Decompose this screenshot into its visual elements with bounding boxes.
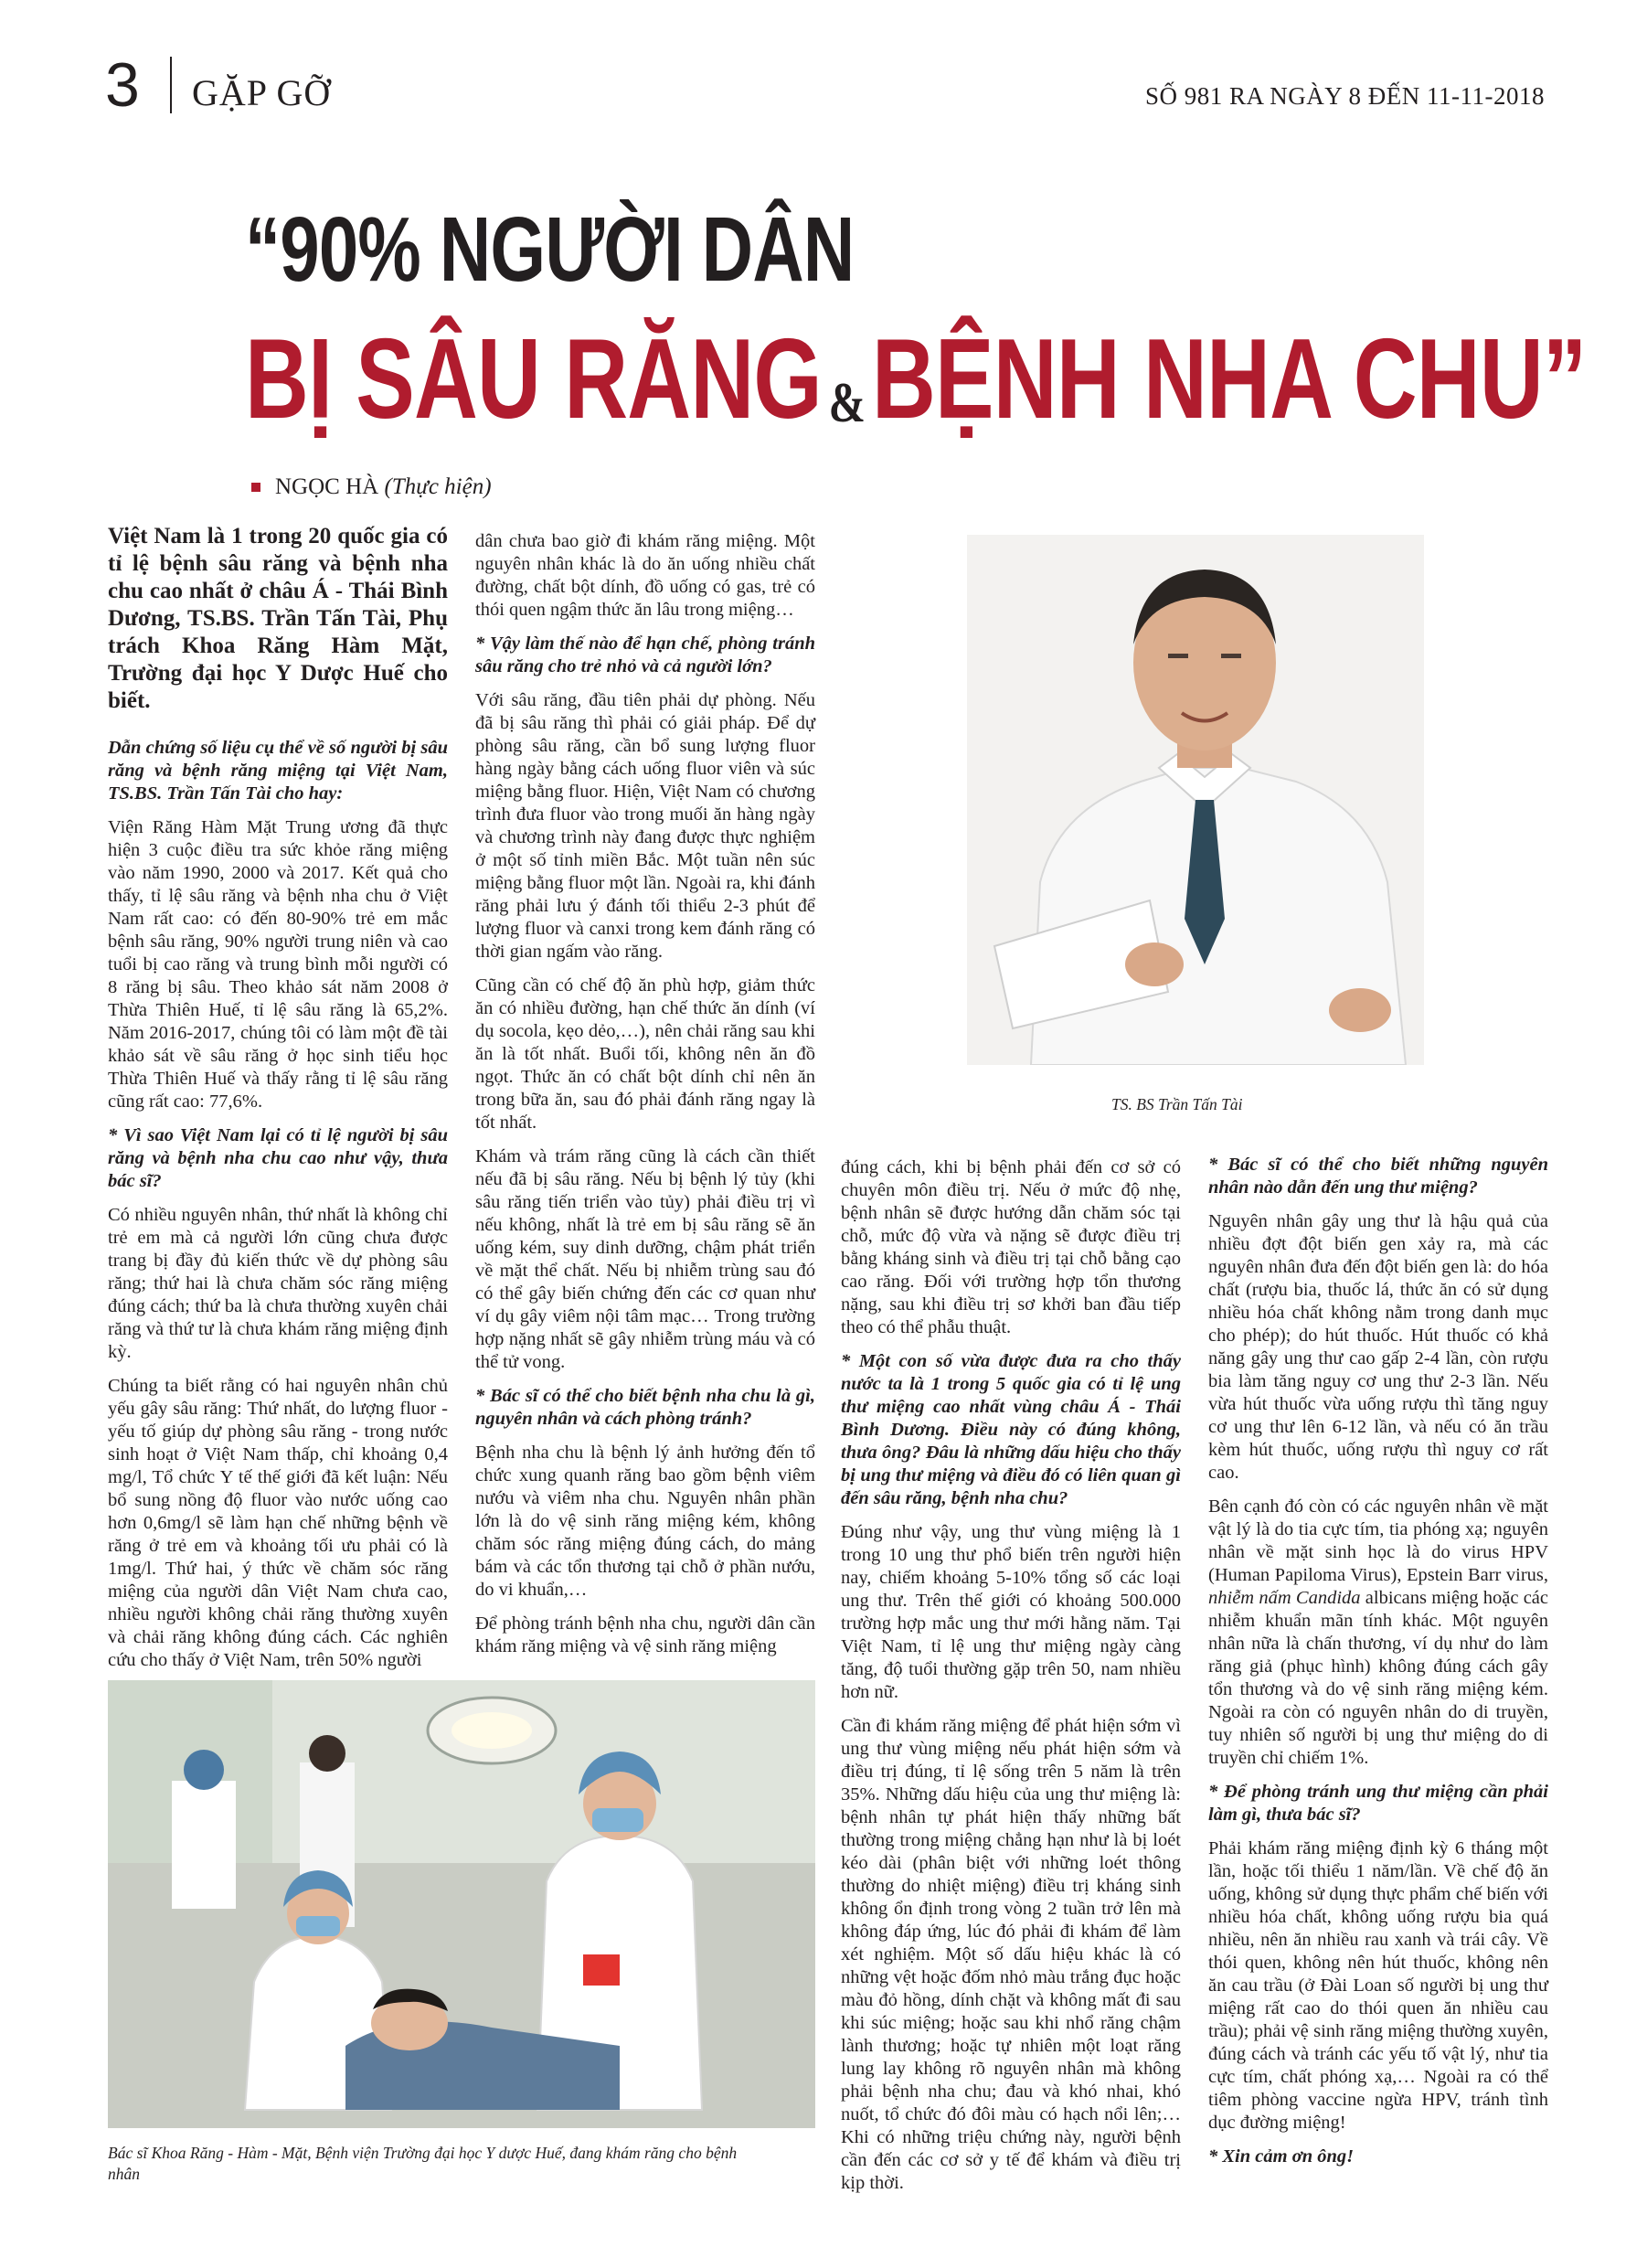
paragraph: Để phòng tránh bệnh nha chu, người dân cần khám răng miệng và vệ sinh răng miệng [475,1613,815,1656]
question: * Một con số vừa được đưa ra cho thấy nước ta là 1 trong 5 quốc gia có tỉ lệ ung thư miệng cao nhất vùng châu Á - Thái Bình Dương. Điều này có đúng không, thưa ông? Đâu là những dấu hiệu cho thấy bị ung thư miệng và điều đó có liên quan gì đến sâu răng, bệnh nha chu? [841,1351,1181,1508]
headline-part-a: BỊ SÂU RĂNG [245,316,822,442]
paragraph: Với sâu răng, đầu tiên phải dự phòng. Nếu đã bị sâu răng thì phải có giải pháp. Để dự phòng sâu răng, cần bổ sung lượng fluor hàng ngày bằng cách uống fluor viên và súc miệng bằng fluor. Hiện, Việt Nam có chương trình đưa fluor vào trong muối ăn hàng ngày và chương trình này đang được thực nghiệm ở một số tỉnh miền Bắc. Một tuần nên súc miệng bằng fluor một lần. Ngoài ra, khi đánh răng phải lưu ý đánh tối thiểu 2-3 phút để lượng fluor và canxi trong kem đánh răng có thời gian ngấm vào răng. [475,690,815,962]
paragraph: Có nhiều nguyên nhân, thứ nhất là không chỉ trẻ em mà cả người lớn cũng chưa được trang bị đầy đủ kiến thức về dự phòng sâu răng; thứ hai là chưa chăm sóc răng miệng đúng cách; thứ ba là chưa thường xuyên chải răng và thứ tư là chưa khám răng miệng định kỳ. [108,1205,448,1362]
page-number: 3 [105,50,140,120]
headline-part-b: BỆNH NHA CHU” [871,316,1587,442]
paragraph: Cần đi khám răng miệng để phát hiện sớm vì ung thư vùng miệng nếu phát hiện sớm và điều trị đúng, tỉ lệ sống trên 5 năm là trên 35%. Những dấu hiệu của ung thư miệng là: bệnh nhân tự phát hiện thấy những bất thường trong miệng chẳng hạn như là bị loét kéo dài (phân biệt với những loét thông thường do nhiệt miệng) điều trị kháng sinh không ổn định trong vòng 2 tuần trở lên mà không đáp ứng, lúc đó phải đi khám để làm xét nghiệm. Một số dấu hiệu khác là có những vệt hoặc đốm nhỏ màu trắng đục hoặc màu đỏ hồng, dính chặt và không mất đi sau khi súc miệng; hoặc sau khi nhổ răng chậm lành thương; hoặc tự nhiên một loạt răng lung lay không rõ nguyên nhân mà không phải bệnh nha chu; đau và khó nhai, khó nuốt, tổ chức đó đôi màu có hạch nổi lên;… Khi có những triệu chứng này, người bệnh cần đến các cơ sở y tế để khám và điều trị kịp thời. [841,1716,1181,2193]
byline-author: NGỌC HÀ [275,474,379,499]
column-4 [1208,1154,1548,2179]
headline-ampersand: & [828,372,866,434]
column-1 [108,523,448,1683]
column-2 [475,530,815,1669]
question: * Vì sao Việt Nam lại có tỉ lệ người bị sâu răng và bệnh nha chu cao như vậy, thưa bác sĩ? [108,1125,448,1191]
headline-line-1: “90% NGƯỜI DÂN [245,198,855,301]
portrait-caption: TS. BS Trần Tấn Tài [1111,1095,1243,1113]
paragraph: Nguyên nhân gây ung thư là hậu quả của nhiều đợt đột biến gen xảy ra, mà các nguyên nhân đưa đến đột biến gen là: do hóa chất (rượu bia, thuốc lá, thức ăn có sử dụng nhiều hóa chất không nằm trong danh mục cho phép); do hút thuốc. Hút thuốc có khả năng gây ung thư cao gấp 2-4 lần, còn rượu bia làm tăng nguy cơ ung thư 2-3 lần. Nếu vừa hút thuốc vừa uống rượu thì tăng nguy cơ ung thư lên 6-12 lần, và nếu có ăn trầu kèm hút thuốc, uống rượu thì nguy cơ rất cao. [1208,1211,1548,1483]
paragraph: Khám và trám răng cũng là cách cần thiết nếu đã bị sâu răng. Nếu bị bệnh lý tủy (khi sâu răng tiến triển vào tủy) phải điều trị vì nếu không, nhất là trẻ em bị sâu răng sẽ ăn uống kém, suy dinh dưỡng, chậm phát triển về mặt thể chất. Nếu bị nhiễm trùng sau đó có thể gây biến chứng đến các cơ quan như ví dụ gây viêm nội tâm mạc… Trong trường hợp nặng nhất sẽ gây nhiễm trùng máu và có thể tử vong. [475,1146,815,1372]
paragraph: Phải khám răng miệng định kỳ 6 tháng một lần, hoặc tối thiểu 1 năm/lần. Về chế độ ăn uống, không sử dụng thực phẩm chế biến với nhiều hóa chất, không uống rượu bia quá nhiều, nên ăn nhiều rau xanh và trái cây. Về thói quen, không nên hút thuốc, không nên ăn cau trầu (ở Đài Loan số người bị ung thư miệng rất cao do thói quen ăn nhiều cau trầu); phải vệ sinh răng miệng thường xuyên, đúng cách và tránh các yếu tố vật lý, như tia cực tím, chất phóng xạ,… Ngoài ra có thể tiêm phòng vaccine ngừa HPV, tránh tình dục đường miệng! [1208,1838,1548,2133]
paragraph: đúng cách, khi bị bệnh phải đến cơ sở có chuyên môn điều trị. Nếu ở mức độ nhẹ, bệnh nhân sẽ được hướng dẫn chăm sóc tại chỗ, mức độ vừa và nặng sẽ được điều trị bằng kháng sinh và điều trị tại chỗ bằng cạo cao răng. Đối với trường hợp tổn thương nặng, sau khi điều trị sơ khởi ban đầu tiếp theo có thể phẫu thuật. [841,1157,1181,1337]
closing-line: * Xin cảm ơn ông! [1208,2146,1355,2167]
text-run: Bên cạnh đó còn có các nguyên nhân về mặt vật lý là do tia cực tím, tia phóng xạ; nguyên nhân về mặt sinh học là do virus HPV (Human Papiloma Virus), Epstein Barr virus, [1208,1496,1548,1585]
byline-role: (Thực hiện) [384,474,492,499]
clinic-photo [108,1680,815,2128]
paragraph: Đúng như vậy, ung thư vùng miệng là 1 trong 10 ung thư phổ biến trên người hiện nay, chiếm khoảng 5-10% tổng số các loại ung thư. Trên thế giới có khoảng 500.000 trường hợp mắc ung thư mới hằng năm. Tại Việt Nam, tỉ lệ ung thư miệng ngày càng tăng, độ tuổi thường gặp trên 50, nam nhiều hơn nữ. [841,1522,1181,1702]
headline-line-2 [245,316,1587,463]
byline-bullet [251,483,260,492]
question: * Để phòng tránh ung thư miệng cần phải làm gì, thưa bác sĩ? [1208,1782,1548,1825]
paragraph: Bệnh nha chu là bệnh lý ảnh hưởng đến tổ chức xung quanh răng bao gồm bệnh viêm nướu và viêm nha chu. Nguyên nhân phần lớn là do vệ sinh răng miệng kém, không chăm sóc răng miệng đúng cách, do mảng bám và các tổn thương tại chỗ ở phần nướu, do vi khuẩn,… [475,1443,815,1600]
question: Dẫn chứng số liệu cụ thể về số người bị sâu răng và bệnh răng miệng tại Việt Nam, TS.BS. Trần Tấn Tài cho hay: [108,738,448,804]
header-divider [170,57,172,113]
question: * Bác sĩ có thể cho biết bệnh nha chu là gì, nguyên nhân và cách phòng tránh? [475,1386,815,1429]
paragraph: dân chưa bao giờ đi khám răng miệng. Một nguyên nhân khác là do ăn uống nhiều chất đường, chất bột dính, đồ uống có gas, trẻ có thói quen ngậm thức ăn lâu trong miệng… [475,531,815,620]
question: * Bác sĩ có thể cho biết những nguyên nhân nào dẫn đến ung thư miệng? [1208,1155,1548,1198]
paragraph: Viện Răng Hàm Mặt Trung ương đã thực hiện 3 cuộc điều tra sức khỏe răng miệng vào năm 1990, 2000 và 2017. Kết quả cho thấy, tỉ lệ sâu răng và bệnh nha chu ở Việt Nam rất cao: có đến 80-90% trẻ em mắc bệnh sâu răng, 90% người trung niên và cao tuổi bị cao răng và trung bình mỗi người có 8 răng bị sâu. Theo khảo sát năm 2008 ở Thừa Thiên Huế, tỉ lệ sâu răng là 65,2%. Năm 2016-2017, chúng tôi có làm một đề tài khảo sát về sâu răng ở học sinh tiểu học Thừa Thiên Huế và thấy rằng tỉ lệ sâu răng cũng rất cao: 77,6%. [108,817,448,1112]
lead-paragraph: Việt Nam là 1 trong 20 quốc gia có tỉ lệ bệnh sâu răng và bệnh nha chu cao nhất ở châu Á - Thái Bình Dương, TS.BS. Trần Tấn Tài, Phụ trách Khoa Răng Hàm Mặt, Trường đại học Y Dược Huế cho biết. [108,524,448,713]
byline [251,474,492,501]
portrait-photo [930,535,1457,1065]
clinic-caption: Bác sĩ Khoa Răng - Hàm - Mặt, Bệnh viện Trường đại học Y dược Huế, đang khám răng cho bệnh nhân [108,2144,738,2183]
text-run-italic: nhiễm nấm Candida [1208,1588,1361,1608]
paragraph: Cũng cần có chế độ ăn phù hợp, giảm thức ăn có nhiều đường, hạn chế thức ăn dính (ví dụ socola, kẹo dẻo,…), nên chải răng sau khi ăn là tốt nhất. Buổi tối, không nên ăn đồ ngọt. Thức ăn có chất bột dính chỉ nên ăn trong bữa ăn, sau đó phải đánh răng ngay là tốt nhất. [475,975,815,1133]
column-3 [841,1156,1181,2206]
text-run: albicans miệng hoặc các nhiễm khuẩn mãn tính khác. Một nguyên nhân nữa là chấn thương, ví dụ như do làm răng giả (phục hình) không đúng cách gây tổn thương và do vệ sinh răng miệng kém. Ngoài ra còn có nguyên nhân do di truyền, tuy nhiên số người bị ung thư miệng do di truyền chỉ chiếm 1%. [1208,1588,1548,1768]
paragraph: Chúng ta biết rằng có hai nguyên nhân chủ yếu gây sâu răng: Thứ nhất, do lượng fluor - yếu tố giúp dự phòng sâu răng - trong nước sinh hoạt ở Việt Nam thấp, chỉ khoảng 0,4 mg/l, Tổ chức Y tế thế giới đã kết luận: Nếu bổ sung nồng độ fluor vào nước uống cao hơn 0,6mg/l sẽ làm hạn chế những bệnh về răng ở trẻ em và khoảng tối ưu phải có là 1mg/l. Thứ hai, ý thức về chăm sóc răng miệng của người dân Việt Nam chưa cao, nhiều người không chải răng thường xuyên và chải răng không đúng cách. Các nghiên cứu cho thấy ở Việt Nam, trên 50% người [108,1376,448,1670]
section-title: GẶP GỠ [192,72,332,113]
clinic-illustration [108,1680,815,2128]
portrait-illustration [930,535,1457,1065]
question: * Vậy làm thế nào để hạn chế, phòng tránh sâu răng cho trẻ nhỏ và cả người lớn? [475,634,815,676]
paragraph [1208,1496,1548,1770]
issue-info: SỐ 981 RA NGÀY 8 ĐẾN 11-11-2018 [1145,82,1545,110]
